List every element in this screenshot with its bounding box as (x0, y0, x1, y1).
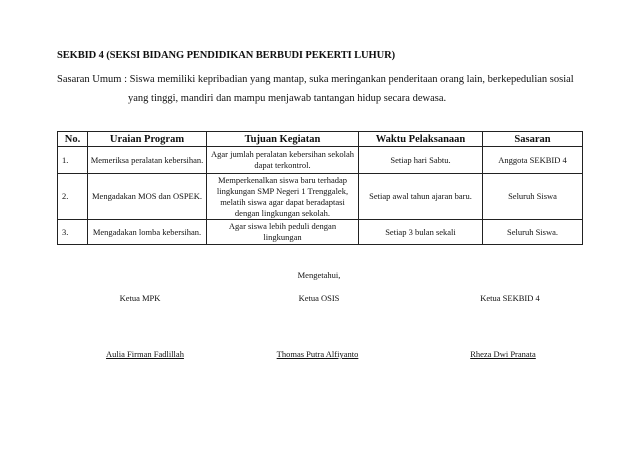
row-target: Seluruh Siswa (483, 174, 583, 220)
general-target-line-1: Sasaran Umum : Siswa memiliki kepribadian yang mantap, suka meringankan penderitaan orang lain, berkepedulian sosial (57, 74, 574, 85)
table-row (58, 174, 583, 220)
table-row (58, 147, 583, 174)
row-number: 3. (58, 220, 88, 245)
row-number: 1. (58, 147, 88, 174)
row-program: Memeriksa peralatan kebersihan. (88, 147, 207, 174)
signature-name-center: Thomas Putra Alfiyanto (276, 349, 359, 359)
program-table (57, 131, 583, 245)
row-goal: Memperkenalkan siswa baru terhadap lingkungan SMP Negeri 1 Trenggalek, melatih siswa agar dapat beradaptasi dengan lingkungan sekolah. (207, 174, 359, 220)
acknowledged-label: Mengetahui, (297, 270, 341, 280)
row-program: Mengadakan MOS dan OSPEK. (88, 174, 207, 220)
signature-role-right: Ketua SEKBID 4 (480, 293, 540, 303)
document-title: SEKBID 4 (SEKSI BIDANG PENDIDIKAN BERBUDI PEKERTI LUHUR) (57, 50, 395, 61)
row-goal: Agar jumlah peralatan kebersihan sekolah dapat terkontrol. (207, 147, 359, 174)
row-time: Setiap hari Sabtu. (359, 147, 483, 174)
header-goal: Tujuan Kegiatan (207, 132, 359, 147)
signature-role-left: Ketua MPK (119, 293, 161, 303)
row-number: 2. (58, 174, 88, 220)
signature-role-center: Ketua OSIS (298, 293, 340, 303)
row-target: Seluruh Siswa. (483, 220, 583, 245)
row-time: Setiap 3 bulan sekali (359, 220, 483, 245)
table-header-row (58, 132, 583, 147)
signature-name-left: Aulia Firman Fadlillah (106, 349, 184, 359)
header-no: No. (58, 132, 88, 147)
header-program: Uraian Program (88, 132, 207, 147)
general-target-line-2: yang tinggi, mandiri dan mampu menjawab tantangan hidup secara dewasa. (128, 93, 447, 104)
row-program: Mengadakan lomba kebersihan. (88, 220, 207, 245)
row-time: Setiap awal tahun ajaran baru. (359, 174, 483, 220)
row-goal: Agar siswa lebih peduli dengan lingkungan (207, 220, 359, 245)
table-row (58, 220, 583, 245)
header-time: Waktu Pelaksanaan (359, 132, 483, 147)
signature-name-right: Rheza Dwi Pranata (470, 349, 536, 359)
row-target: Anggota SEKBID 4 (483, 147, 583, 174)
header-target: Sasaran (483, 132, 583, 147)
